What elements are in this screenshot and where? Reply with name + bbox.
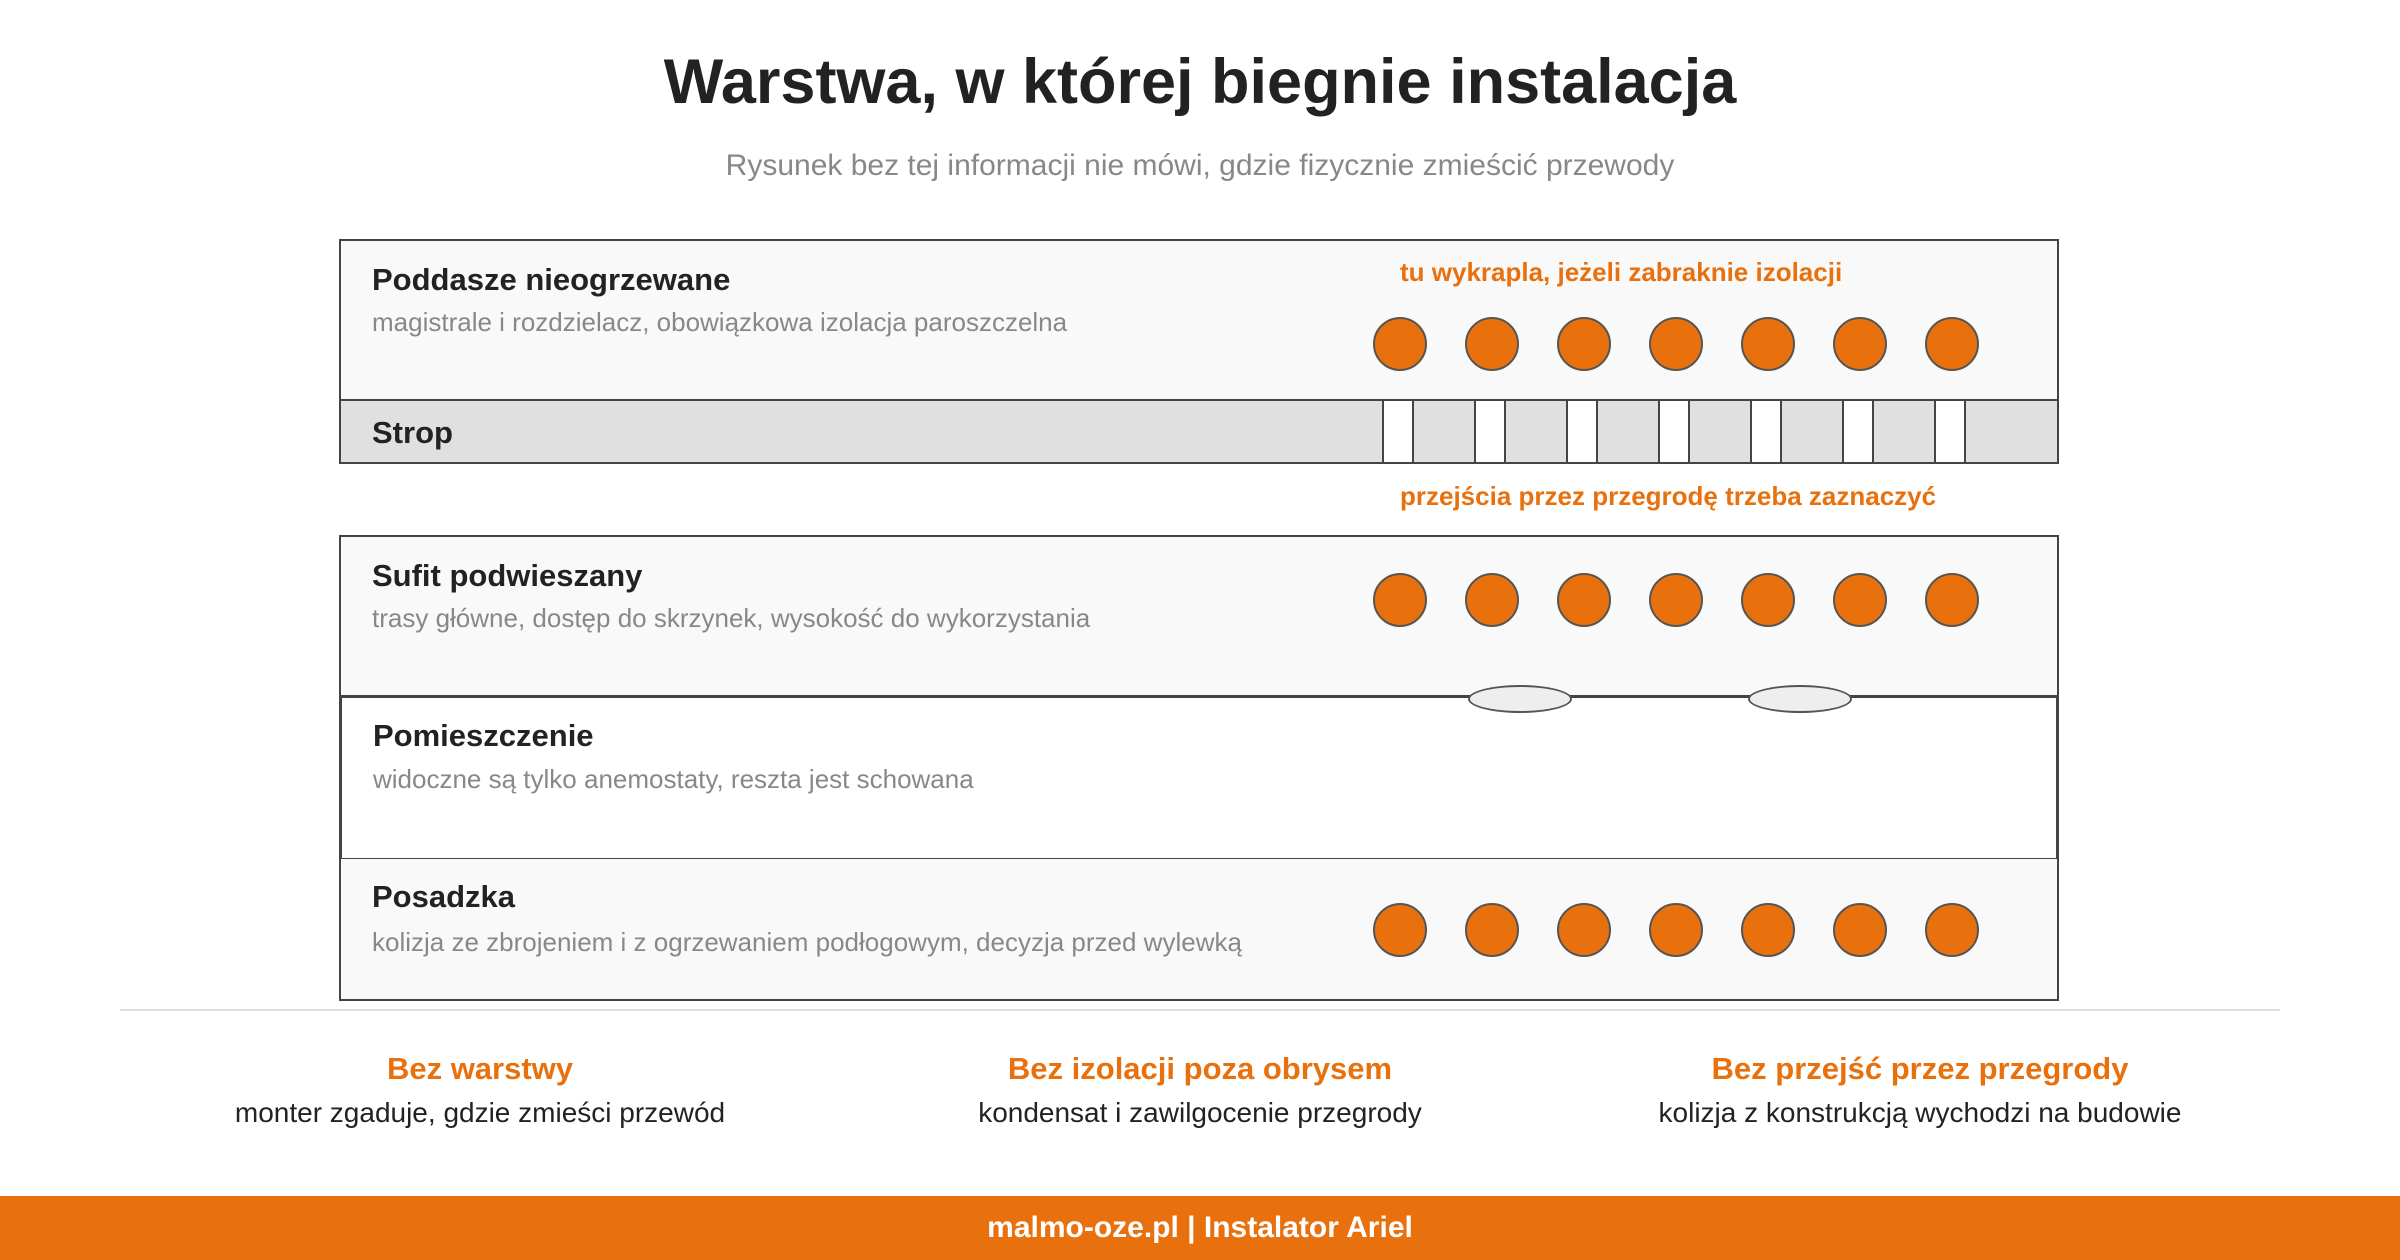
layer-floor bbox=[339, 859, 2059, 1001]
pipe-icon bbox=[1925, 903, 1979, 957]
diffuser-icon bbox=[1468, 685, 1572, 713]
layer-room-desc: widoczne są tylko anemostaty, reszta jest schowana bbox=[373, 764, 974, 794]
pipe-icon bbox=[1741, 317, 1795, 371]
layer-attic-desc: magistrale i rozdzielacz, obowiązkowa izolacja paroszczelna bbox=[372, 307, 1068, 337]
pipe-icon bbox=[1833, 573, 1887, 627]
summary-item bbox=[820, 1047, 1580, 1135]
pipe-icon bbox=[1649, 317, 1703, 371]
condensation-note: tu wykrapla, jeżeli zabraknie izolacji bbox=[1400, 257, 1843, 287]
layer-floor-name: Posadzka bbox=[372, 879, 516, 914]
pipe-icon bbox=[1833, 903, 1887, 957]
page-subtitle: Rysunek bez tej informacji nie mówi, gdzie fizycznie zmieścić przewody bbox=[725, 149, 1675, 182]
summary-title: Bez przejść przez przegrody bbox=[1711, 1051, 2129, 1086]
pipe-icon bbox=[1833, 317, 1887, 371]
pipe-icon bbox=[1465, 317, 1519, 371]
penetration-sleeve bbox=[1566, 401, 1598, 462]
pipe-icon bbox=[1925, 317, 1979, 371]
layer-strop-name: Strop bbox=[372, 415, 453, 450]
pipe-icon bbox=[1465, 573, 1519, 627]
pipe-icon bbox=[1373, 903, 1427, 957]
pipe-icon bbox=[1465, 903, 1519, 957]
summary-title: Bez izolacji poza obrysem bbox=[1007, 1051, 1393, 1086]
summary-text: monter zgaduje, gdzie zmieści przewód bbox=[234, 1097, 726, 1128]
penetration-sleeve bbox=[1658, 401, 1690, 462]
footer-bar: malmo-oze.pl | Instalator Ariel bbox=[0, 1196, 2400, 1260]
diffuser-icon bbox=[1748, 685, 1852, 713]
layer-ceiling-name: Sufit podwieszany bbox=[372, 558, 643, 593]
layer-attic-name: Poddasze nieogrzewane bbox=[372, 262, 731, 297]
penetration-sleeve bbox=[1474, 401, 1506, 462]
penetration-sleeve bbox=[1842, 401, 1874, 462]
summary-text: kolizja z konstrukcją wychodzi na budowie bbox=[1658, 1097, 2182, 1128]
summary-item bbox=[1540, 1047, 2300, 1135]
layer-strop bbox=[339, 399, 2059, 464]
pipe-icon bbox=[1741, 573, 1795, 627]
pipe-icon bbox=[1649, 573, 1703, 627]
layer-room-name: Pomieszczenie bbox=[373, 718, 594, 753]
penetration-note: przejścia przez przegrodę trzeba zaznaczyć bbox=[1400, 481, 1937, 511]
penetration-sleeve bbox=[1750, 401, 1782, 462]
pipe-icon bbox=[1557, 573, 1611, 627]
page-title: Warstwa, w której biegnie instalacja bbox=[663, 47, 1737, 117]
penetration-sleeve bbox=[1382, 401, 1414, 462]
penetration-sleeve bbox=[1934, 401, 1966, 462]
layer-ceiling bbox=[339, 535, 2059, 697]
pipe-icon bbox=[1373, 573, 1427, 627]
pipe-icon bbox=[1649, 903, 1703, 957]
pipe-icon bbox=[1557, 317, 1611, 371]
layer-room bbox=[339, 695, 2059, 861]
layer-ceiling-desc: trasy główne, dostęp do skrzynek, wysokość do wykorzystania bbox=[372, 603, 1091, 633]
summary-text: kondensat i zawilgocenie przegrody bbox=[978, 1097, 1422, 1128]
pipe-icon bbox=[1557, 903, 1611, 957]
pipe-icon bbox=[1741, 903, 1795, 957]
summary-title: Bez warstwy bbox=[386, 1051, 574, 1086]
section-divider bbox=[120, 1009, 2280, 1011]
pipe-icon bbox=[1925, 573, 1979, 627]
summary-item bbox=[100, 1047, 860, 1135]
pipe-icon bbox=[1373, 317, 1427, 371]
layer-floor-desc: kolizja ze zbrojeniem i z ogrzewaniem podłogowym, decyzja przed wylewką bbox=[372, 927, 1242, 957]
